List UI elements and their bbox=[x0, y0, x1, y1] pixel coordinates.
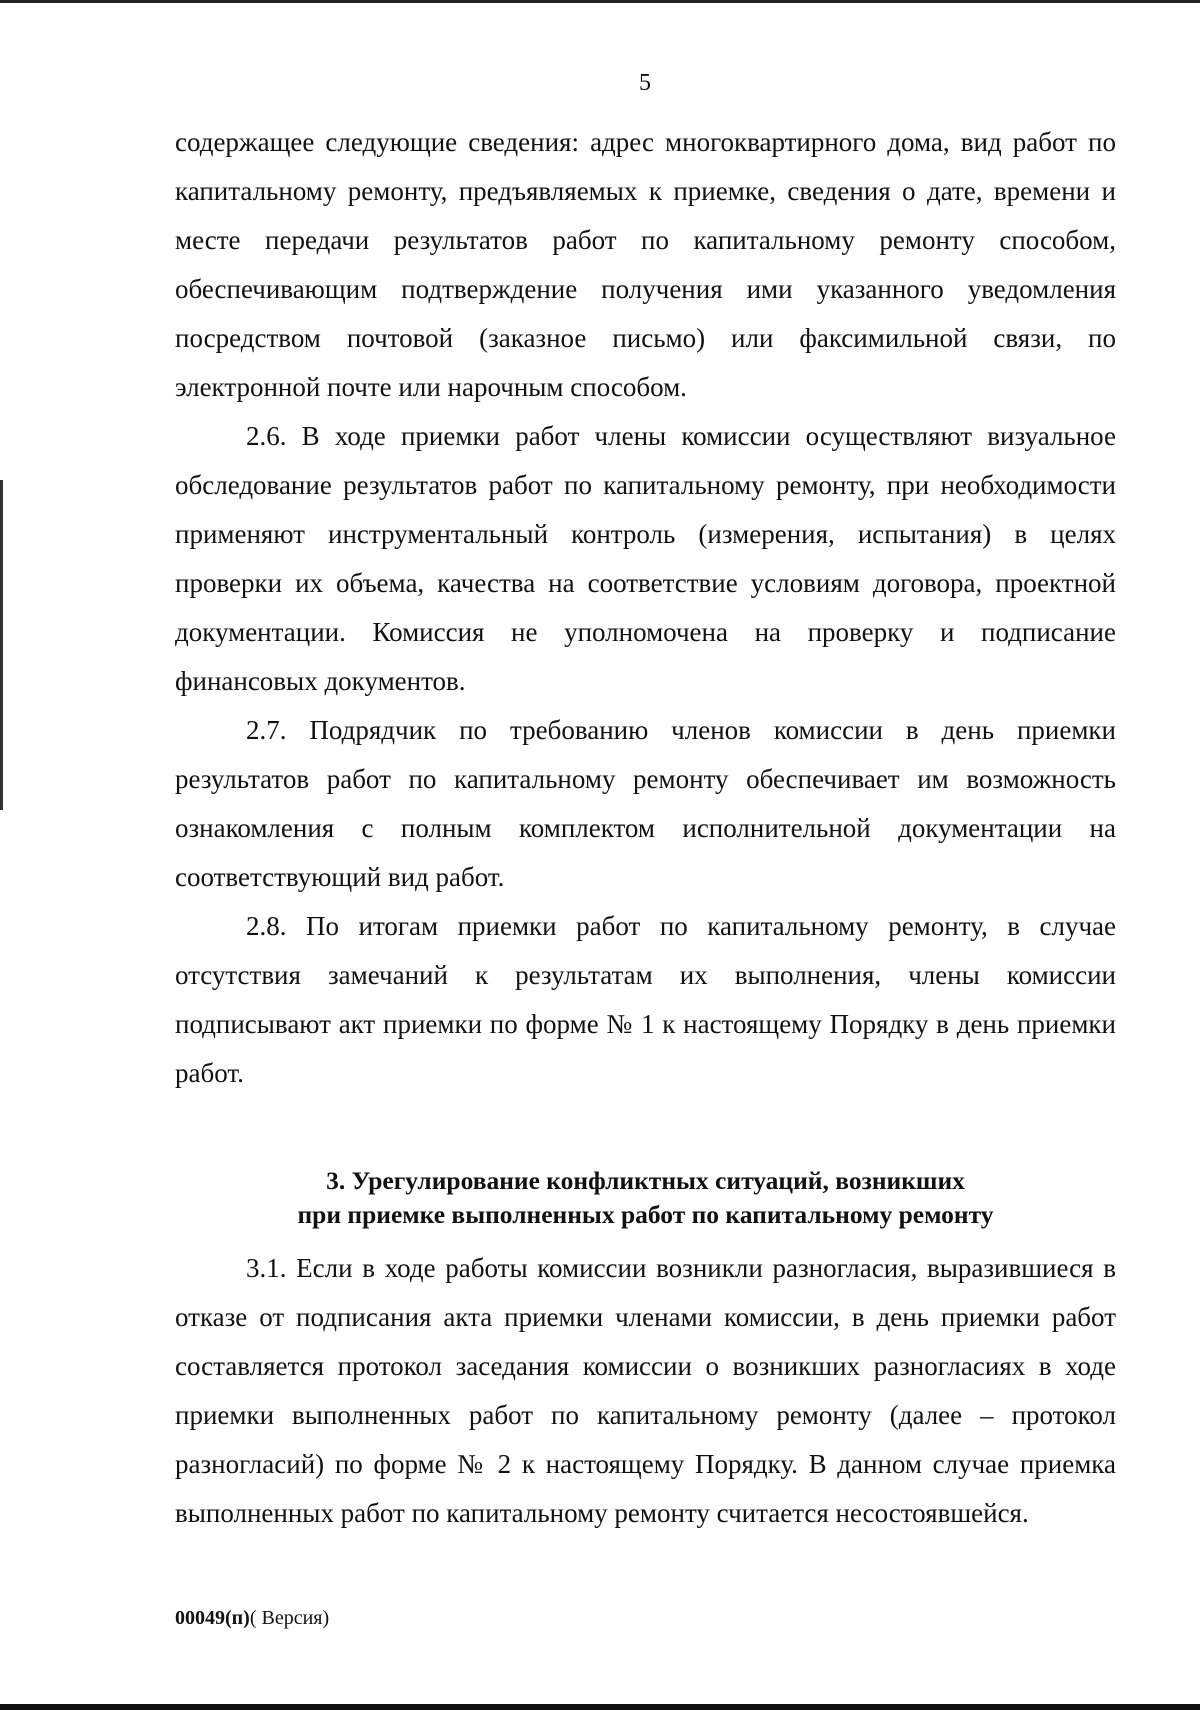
paragraph-3-1: 3.1. Если в ходе работы комиссии возникли разногласия, выразившиеся в отказе от подписания акта приемки членами комиссии, в день приемки работ составляется протокол заседания комиссии о возникших разногласиях в ходе приемки выполненных работ по капитальному ремонту (далее – протокол разногласий) по форме № 2 к настоящему Порядку. В данном случае приемка выполненных работ по капитальному ремонту считается несостоявшейся. bbox=[175, 1253, 1116, 1528]
section-3-title-line-2: при приемке выполненных работ по капитальному ремонту bbox=[297, 1200, 994, 1229]
scan-edge-bottom bbox=[0, 1704, 1200, 1710]
footer-code: 00049(п) bbox=[175, 1607, 250, 1629]
footer-document-code bbox=[175, 1607, 329, 1630]
footer-version: ( Версия) bbox=[249, 1607, 330, 1629]
paragraph-2-6: 2.6. В ходе приемки работ члены комиссии осуществляют визуальное обследование результатов работ по капитальному ремонту, при необходимости применяют инструментальный контроль (измерения, испытания) в целях проверки их объема, качества на соответствие условиям договора, проектной документации. Комиссия не уполномочена на проверку и подписание финансовых документов. bbox=[175, 421, 1116, 696]
scan-edge-left bbox=[0, 480, 3, 810]
page-number: 5 bbox=[639, 70, 651, 96]
paragraph-2-7: 2.7. Подрядчик по требованию членов комиссии в день приемки результатов работ по капитальному ремонту обеспечивает им возможность ознакомления с полным комплектом исполнительной документации на соответствующий вид работ. bbox=[175, 715, 1116, 892]
section-3-title-line-1: 3. Урегулирование конфликтных ситуаций, возникших bbox=[326, 1166, 965, 1195]
document-body bbox=[175, 118, 1116, 1538]
section-3-title bbox=[175, 1164, 1116, 1232]
paragraph-2-8: 2.8. По итогам приемки работ по капитальному ремонту, в случае отсутствия замечаний к результатам их выполнения, члены комиссии подписывают акт приемки по форме № 1 к настоящему Порядку в день приемки работ. bbox=[175, 911, 1116, 1088]
scan-edge-top bbox=[0, 0, 1200, 3]
paragraph-continuation: содержащее следующие сведения: адрес многоквартирного дома, вид работ по капитальному ремонту, предъявляемых к приемке, сведения о дате, времени и месте передачи результатов работ по капитальному ремонту способом, обеспечивающим подтверждение получения ими указанного уведомления посредством почтовой (заказное письмо) или факсимильной связи, по электронной почте или нарочным способом. bbox=[175, 127, 1116, 402]
